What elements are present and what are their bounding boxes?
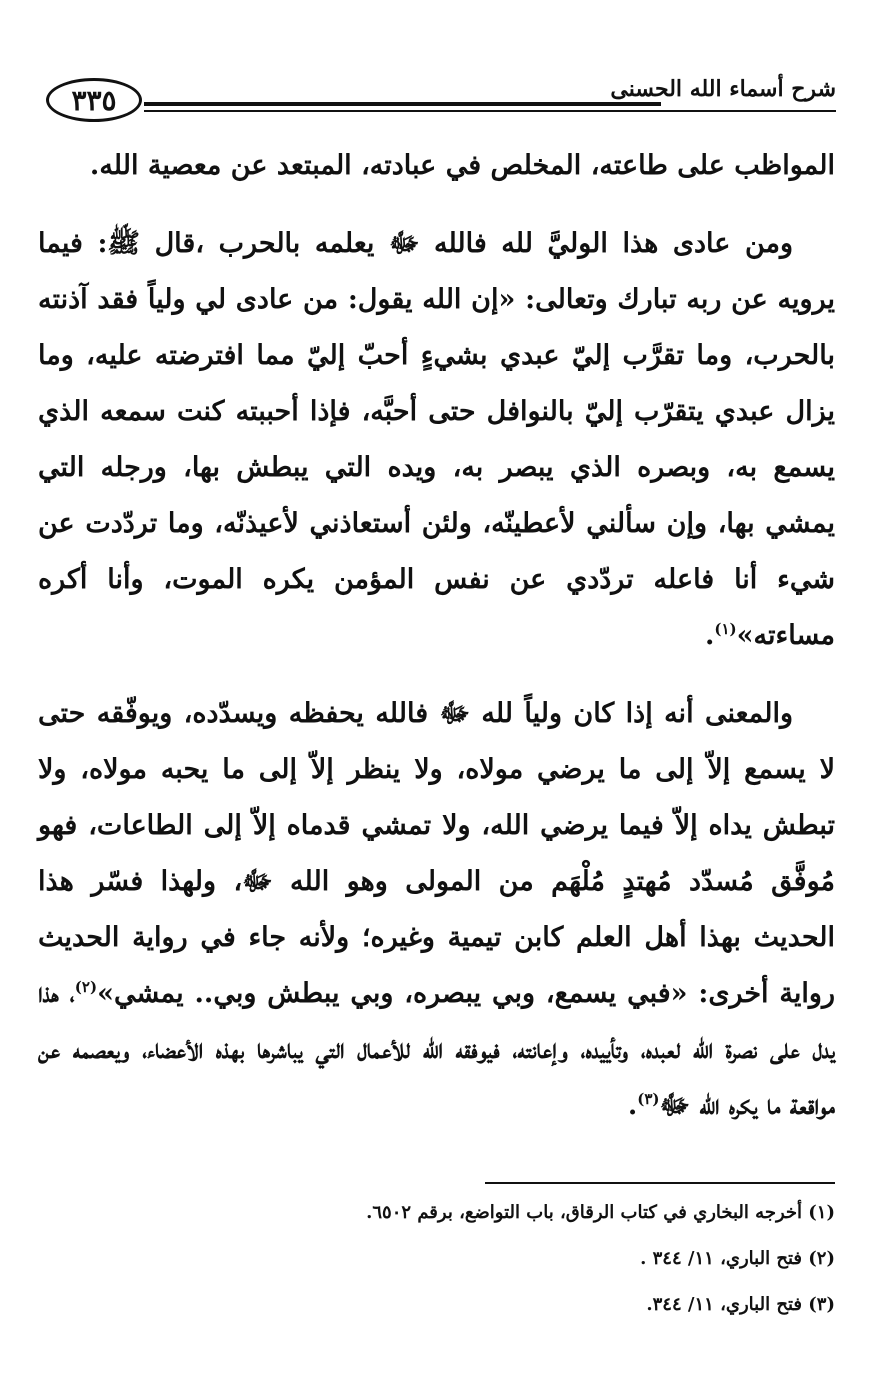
paragraph-3-text: والمعنى أنه إذا كان ولياً لله ﷻ فالله يحفظه ويسدّده، ويوفّقه حتى لا يسمع إلاّ إلى ما يرضي مولاه، ولا ينظر إلاّ إلى ما يحبه مولاه، ولا تبطش يداه إلاّ فيما يرضي الله، ولا تمشي قدماه إلاّ إلى الطاعات، فهو مُوفَّق مُسدّد مُهتدٍ مُلْهَم من المولى وهو الله ﷻ، ولهذا فسّر هذا الحديث بهذا أهل العلم كابن تيمية وغيره؛ ولأنه جاء في رواية الحديث رواية أخرى: «فبي يسمع، وبي يبصره، وبي يبطش وبي.. يمشي» bbox=[38, 698, 835, 1009]
paragraph-3 bbox=[38, 686, 835, 1134]
main-text bbox=[38, 138, 835, 1156]
page-number-badge: ٣٣٥ bbox=[46, 78, 142, 122]
footnote-3: (٣) فتح الباري، ١١/ ٣٤٤. bbox=[646, 1294, 835, 1315]
paragraph-1-text: المواظب على طاعته، المخلص في عبادته، المبتعد عن معصية الله. bbox=[89, 150, 835, 181]
footnote-ref-1: (١) bbox=[714, 620, 737, 638]
running-title: شرح أسماء الله الحسنى bbox=[610, 76, 836, 102]
footnote-separator bbox=[485, 1182, 835, 1184]
footnotes bbox=[60, 1190, 835, 1328]
paragraph-2-text: ومن عادى هذا الوليَّ لله فالله ﷻ يعلمه بالحرب ،قال ﷺ: فيما يرويه عن ربه تبارك وتعالى: «إن الله يقول: من عادى لي ولياً فقد آذنته بالحرب، وما تقرَّب إليّ عبدي بشيءٍ أحبّ إليّ مما افترضته عليه، وما يزال عبدي يتقرّب إليّ بالنوافل حتى أحبَّه، فإذا أحببته كنت سمعه الذي يسمع به، وبصره الذي يبصر به، ويده التي يبطش بها، ورجله التي يمشي بها، وإن سألني لأعطينّه، ولئن أستعاذني لأعيذنّه، وما تردّدت عن شيء أنا فاعله تردّدي عن نفس المؤمن يكره الموت، وأنا أكره مساءته» bbox=[38, 228, 835, 651]
footnote-ref-3: (٣) bbox=[637, 1090, 660, 1108]
header-rule-thin bbox=[144, 110, 836, 112]
footnote-1: (١) أخرجه البخاري في كتاب الرقاق، باب التواضع، برقم ٦٥٠٢. bbox=[366, 1202, 835, 1223]
footnote-ref-2: (٢) bbox=[74, 978, 98, 996]
page-header bbox=[46, 72, 836, 132]
paragraph-1 bbox=[38, 138, 835, 194]
paragraph-3-continuation: ، هذا يدل على نصرة الله لعبده، وتأييده، وإعانته، فيوفقه الله للأعمال التي يباشرها بهذه الأعضاء، ويعصمه عن مواقعة ما يكره الله ﷻ bbox=[38, 978, 835, 1121]
header-rule-thick bbox=[144, 102, 661, 106]
paragraph-2-end: . bbox=[704, 620, 715, 651]
paragraph-3-end: . bbox=[627, 1090, 638, 1121]
paragraph-2 bbox=[38, 216, 835, 664]
footnote-2: (٢) فتح الباري، ١١/ ٣٤٤ . bbox=[640, 1248, 835, 1269]
